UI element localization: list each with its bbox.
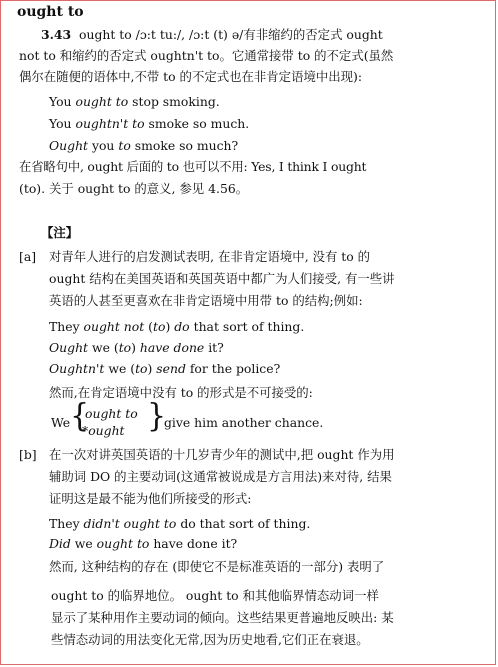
- note-heading: 【注】: [41, 225, 79, 240]
- right-brace: }: [147, 398, 167, 435]
- note-b-line-3: 证明这是最不能为他们所接受的形式:: [49, 491, 252, 506]
- example-line: Did we ought to have done it?: [49, 536, 238, 551]
- example-line: Ought you to smoke so much?: [49, 138, 239, 153]
- section-line-1: ought to /ɔ:t tu:/, /ɔ:t (t) ə/有非缩约的否定式 ought: [79, 27, 383, 42]
- brace-option-2: *ought: [82, 423, 125, 438]
- note-b-line-1: 在一次对讲英国英语的十几岁青少年的测试中,把 ought 作为用: [49, 447, 395, 462]
- note-b-after-line-4: 些情态动词的用法变化无常,因为历史地看,它们正在衰退。: [51, 632, 369, 647]
- note-a-line-2: ought 结构在美国英语和英国英语中都广为人们接受, 有一些讲: [49, 271, 395, 286]
- note-b-after-line-3: 显示了某种用作主要动词的倾向。这些结果更普遍地反映出: 某: [51, 610, 394, 625]
- note-b-marker: [b]: [19, 447, 37, 462]
- example-line: Oughtn't we (to) send for the police?: [49, 361, 281, 376]
- example-line: Ought we (to) have done it?: [49, 340, 224, 355]
- note-b-after-line-2: ought to 的临界地位。 ought to 和其他临界情态动词一样: [51, 588, 379, 603]
- section-line-3: 偶尔在随便的语体中,不带 to 的不定式也在非肯定语境中出现):: [19, 69, 363, 84]
- section-after-line-2: (to). 关于 ought to 的意义, 参见 4.56。: [19, 181, 249, 196]
- section-number: 3.43: [41, 27, 72, 42]
- example-line: They ought not (to) do that sort of thing.: [49, 319, 305, 334]
- section-line-2: not to 和缩约的否定式 oughtn't to。它通常接带 to 的不定式(虽然: [19, 48, 394, 63]
- brace-example-subject: We: [51, 415, 71, 430]
- brace-option-1: ought to: [85, 406, 138, 421]
- section-after-line-1: 在省略句中, ought 后面的 to 也可以不用: Yes, I think I ought: [19, 159, 367, 174]
- note-a-line-3: 英语的人甚至更喜欢在非肯定语境中用带 to 的结构;例如:: [49, 293, 363, 308]
- note-a-line-1: 对青年人进行的启发测试表明, 在非肯定语境中, 没有 to 的: [49, 249, 371, 264]
- example-line: You oughtn't to smoke so much.: [49, 116, 250, 131]
- left-brace: {: [70, 398, 90, 435]
- note-b-after-line-1: 然而, 这种结构的存在 (即使它不是标准英语的一部分) 表明了: [49, 559, 385, 574]
- page-title: ought to: [17, 4, 84, 20]
- note-a-marker: [a]: [19, 249, 37, 264]
- note-b-line-2: 辅助词 DO 的主要动词(这通常被说成是方言用法)来对待, 结果: [49, 469, 392, 484]
- example-line: You ought to stop smoking.: [49, 94, 220, 109]
- brace-example-rest: give him another chance.: [164, 415, 324, 430]
- note-a-mid-line: 然而,在肯定语境中没有 to 的形式是不可接受的:: [49, 385, 313, 400]
- example-line: They didn't ought to do that sort of thing.: [49, 516, 311, 531]
